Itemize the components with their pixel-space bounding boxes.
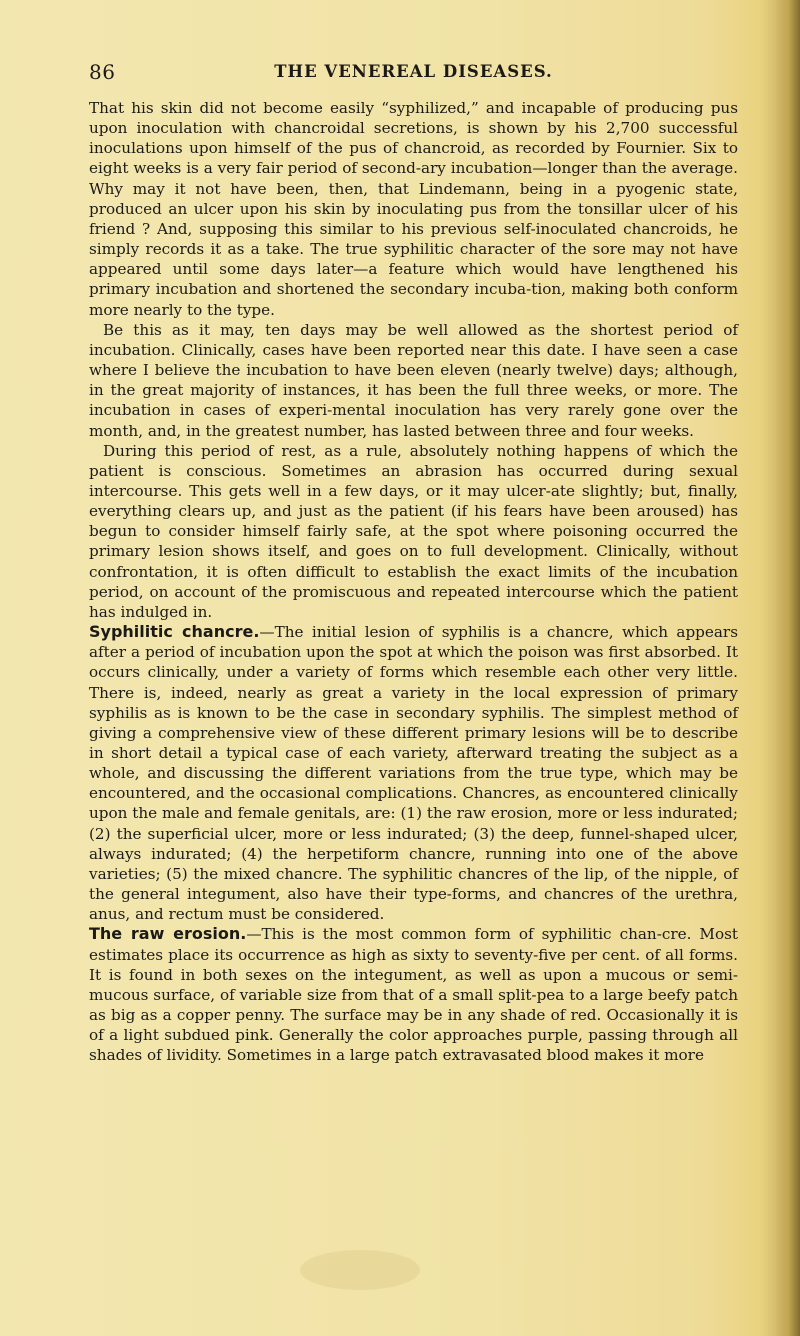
- section-heading: Syphilitic chancre.: [89, 622, 260, 642]
- paragraph-text: —This is the most common form of syphilitic chan-cre. Most estimates place its occurrence as high as sixty to seventy-five per cent. of all forms. It is found in both sexes on the integument, as well as upon a mucous or semi-mucous surface, of variable size from that of a small split-pea to a large beefy patch as big as a copper penny. The surface may be in any shade of red. Occasionally it is of a light subdued pink. Generally the color approaches purple, passing through all shades of lividity. Sometimes in a large patch extravasated blood makes it more: [89, 925, 739, 1065]
- paragraph: [89, 924, 738, 1065]
- paragraph: [89, 622, 738, 924]
- paragraph-text: —The initial lesion of syphilis is a chancre, which appears after a period of incubation upon the spot at which the poison was first absorbed. It occurs clinically, under a variety of forms which resemble each other very little. There is, indeed, nearly as great a variety in the local expression of primary syphilis as is known to be the case in secondary syphilis. The simplest method of giving a comprehensive view of these different primary lesions will be to describe in short detail a typical case of each variety, afterward treating the subject as a whole, and discussing the different variations from the true type, which may be encountered, and the occasional complications. Chancres, as encountered clinically upon the male and female genitals, are: (1) the raw erosion, more or less indurated; (2) the superficial ulcer, more or less indurated; (3) the deep, funnel-shaped ulcer, always indurated; (4) the herpetiform chancre, running into one of the above varieties; (5) the mixed chancre. The syphilitic chancres of the lip, of the nipple, of the general integument, also have their type-forms, and chancres of the urethra, anus, and rectum must be considered.: [89, 623, 738, 924]
- page-header: [89, 60, 738, 90]
- page-number: 86: [89, 60, 116, 84]
- running-title: THE VENEREAL DISEASES.: [274, 62, 553, 81]
- paragraph-text: During this period of rest, as a rule, absolutely nothing happens of which the patient is conscious. Sometimes an abrasion has occurred during sexual intercourse. This gets well in a few days, or it may ulcer-ate slightly; but, finally, everything clears up, and just as the patient (if his fears have been aroused) has begun to consider himself fairly safe, at the spot where poisoning occurred the primary lesion shows itself, and goes on to full development. Clinically, without confrontation, it is often difficult to establish the exact limits of the incubation period, on account of the promiscuous and repeated intercourse which the patient has indulged in.: [89, 441, 738, 621]
- body-text: [89, 98, 738, 1066]
- section-heading: The raw erosion.: [89, 924, 247, 944]
- paragraph: [89, 98, 738, 320]
- paragraph-text: That his skin did not become easily “syphilized,” and incapable of producing pus upon inoculation with chancroidal secretions, is shown by his 2,700 successful inoculations upon himself of the pus of chancroid, as recorded by Fournier. Six to eight weeks is a very fair period of second-ary incubation—longer than the average. Why may it not have been, then, that Lindemann, being in a pyogenic state, produced an ulcer upon his skin by inoculating pus from the tonsillar ulcer of his friend ? And, supposing this similar to his previous self-inoculated chancroids, he simply records it as a take. The true syphilitic character of the sore may not have appeared until some days later—a feature which would have lengthened his primary incubation and shortened the secondary incuba-tion, making both conform more nearly to the type.: [89, 99, 738, 319]
- paragraph-text: Be this as it may, ten days may be well allowed as the shortest period of incubation. Clinically, cases have been reported near this date. I have seen a case where I believe the incubation to have been eleven (nearly twelve) days; although, in the great majority of instances, it has been the full three weeks, or more. The incubation in cases of experi-mental inoculation has very rarely gone over the month, and, in the greatest number, has lasted between three and four weeks.: [89, 320, 738, 440]
- paper-stain: [300, 1250, 420, 1290]
- paragraph: [89, 441, 738, 622]
- paragraph: [89, 320, 738, 441]
- page-edge-shadow: [774, 0, 800, 1336]
